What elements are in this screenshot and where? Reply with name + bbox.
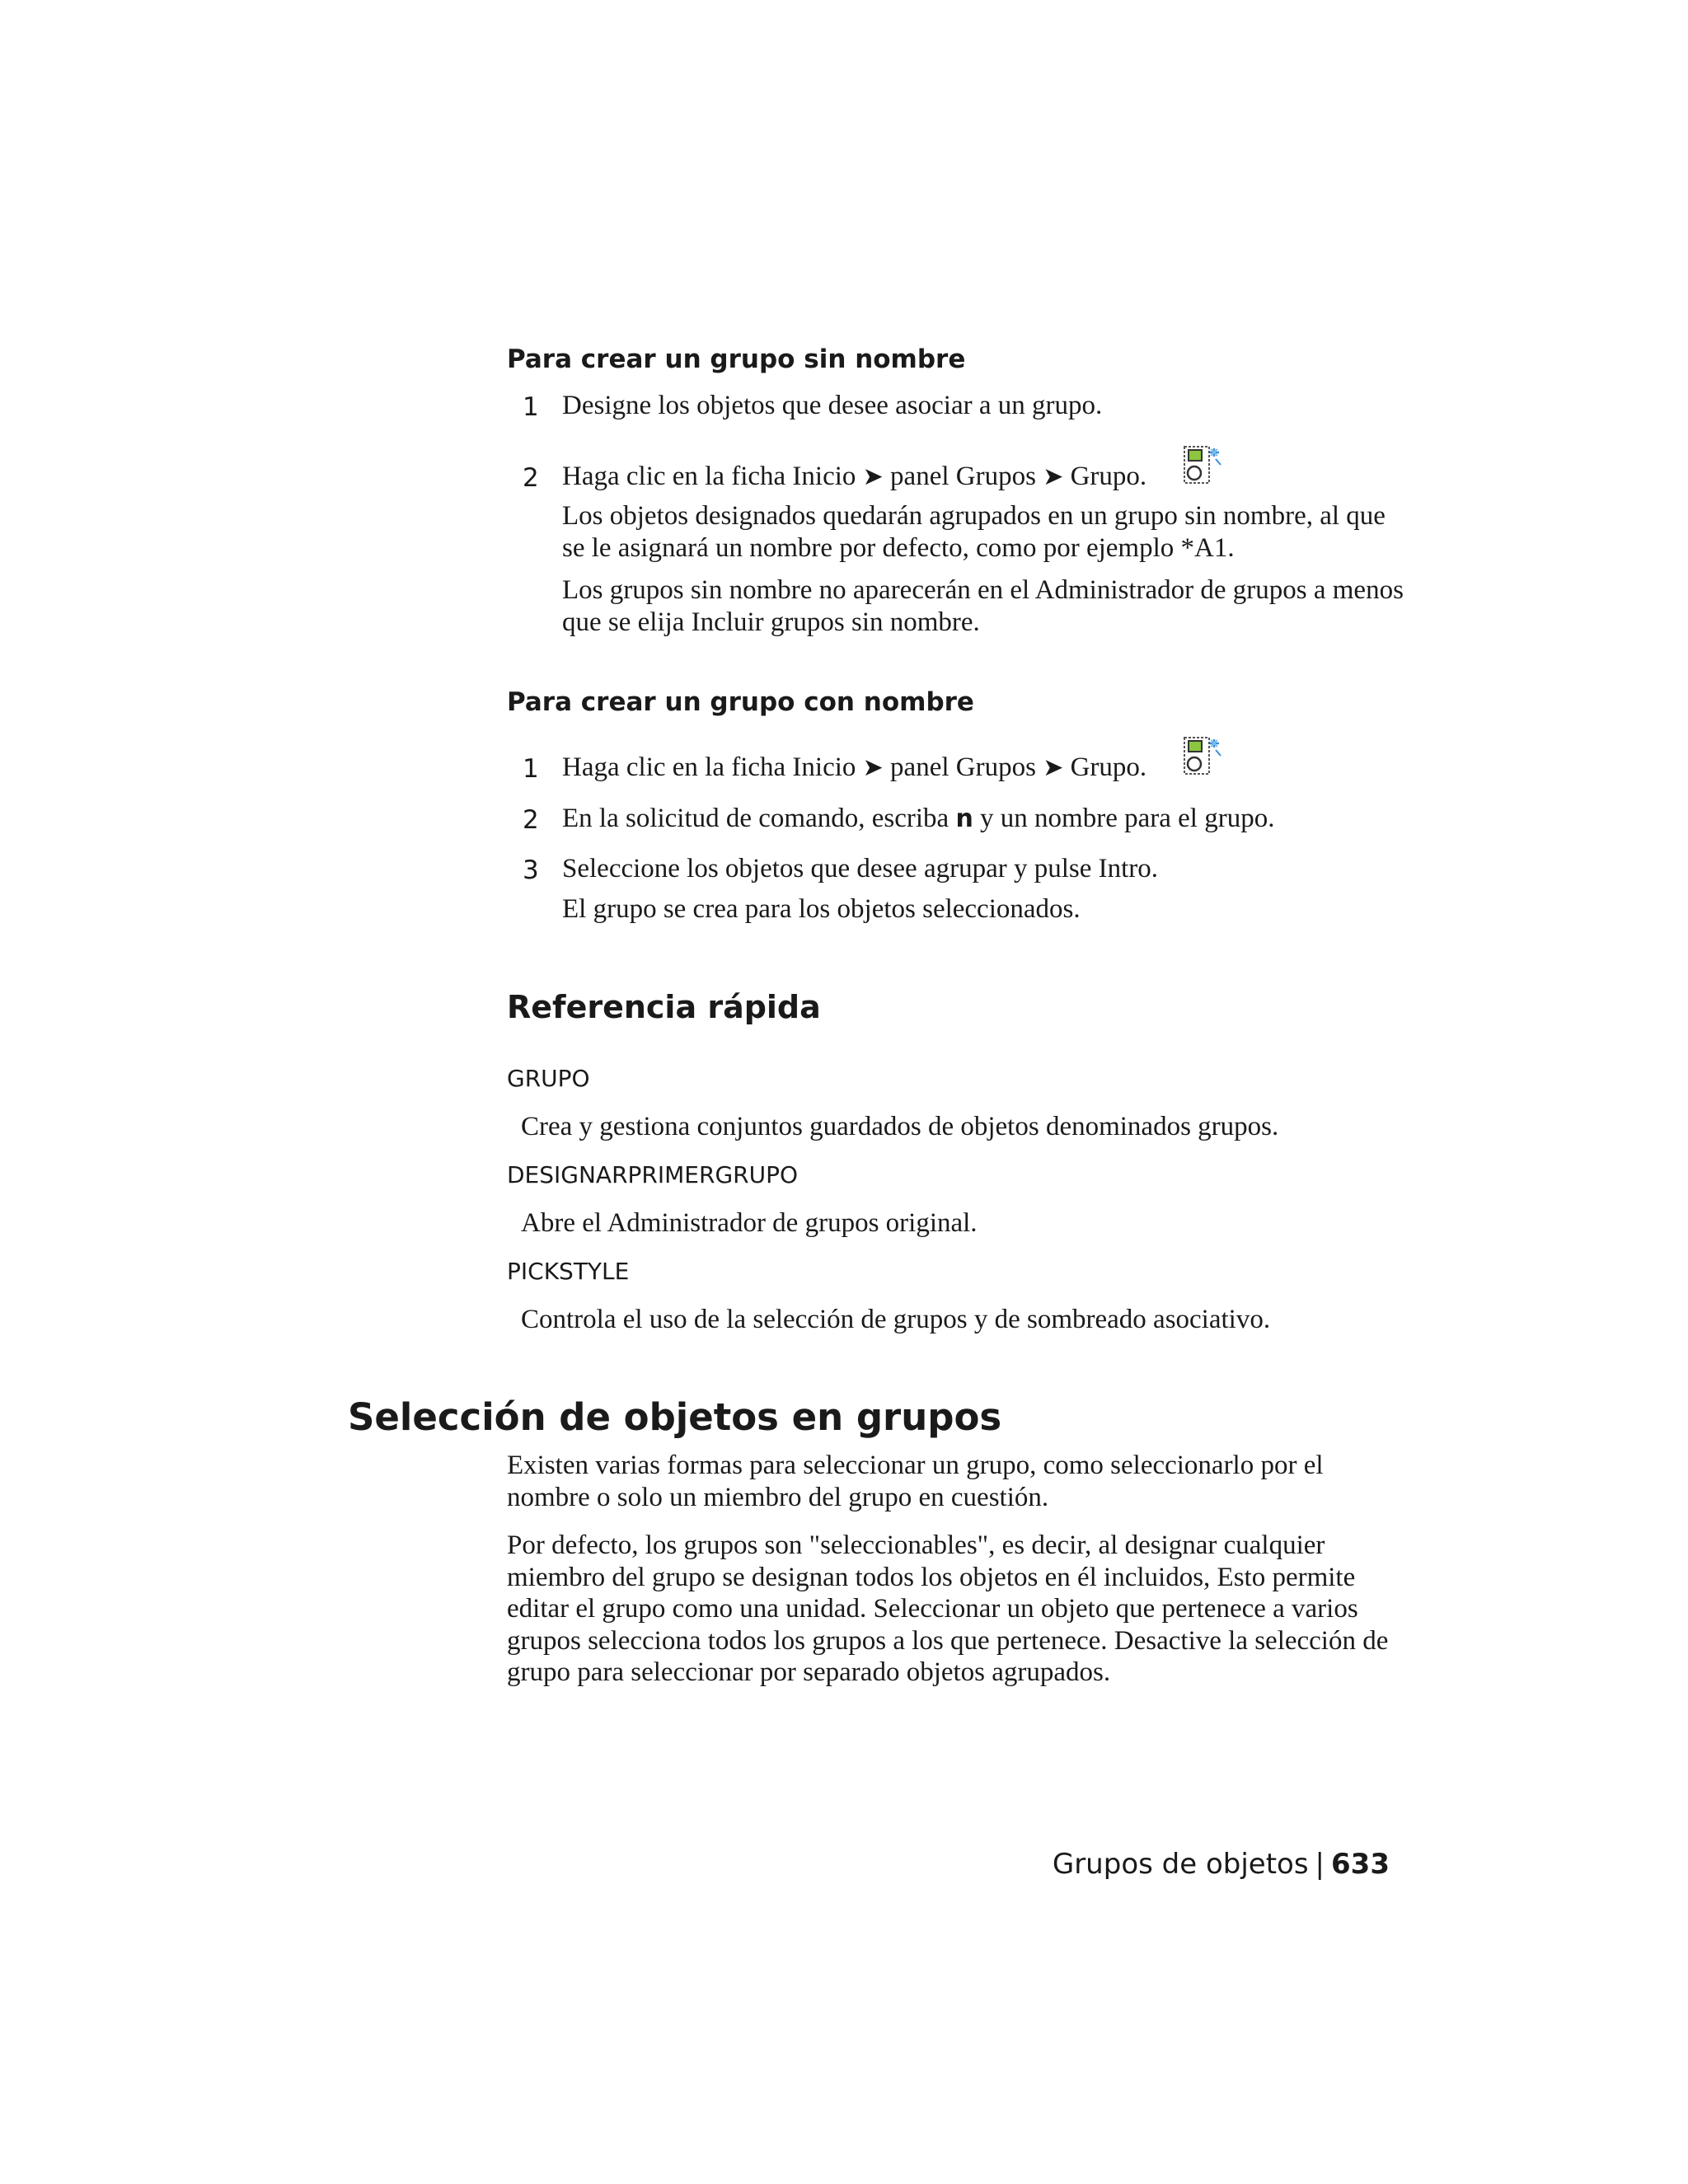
command-name[interactable]: PICKSTYLE xyxy=(507,1258,630,1285)
section-paragraph: Por defecto, los grupos son "seleccionables", es decir, al designar cualquier miembro del grupo se designan todos los objetos en él incluidos, Esto permite editar el grupo como una unidad. Seleccionar un objeto que pertenece a varios grupos selecciona todos los grupos a los que pertenece. Desactive la selección de grupo para seleccionar por separado objetos agrupados. xyxy=(507,1530,1389,1687)
procedure-title-unnamed: Para crear un grupo sin nombre xyxy=(507,344,966,374)
command-description: Controla el uso de la selección de grupos y de sombreado asociativo. xyxy=(521,1305,1271,1334)
step-text: Haga clic en la ficha Inicio ➤ panel Grupos ➤ Grupo. xyxy=(562,752,1147,782)
group-tool-icon xyxy=(1183,445,1224,486)
step-note: Los grupos sin nombre no aparecerán en el Administrador de grupos a menos que se elija Incluir grupos sin nombre. xyxy=(562,575,1404,637)
group-tool-icon xyxy=(1183,736,1224,777)
step-number: 1 xyxy=(523,754,539,784)
step-text: Designe los objetos que desee asociar a un grupo. xyxy=(562,391,1103,420)
step-number: 2 xyxy=(523,805,539,835)
arrow-icon: ➤ xyxy=(862,754,884,781)
step-number: 3 xyxy=(523,855,539,885)
step-number: 2 xyxy=(523,463,539,493)
command-description: Abre el Administrador de grupos original. xyxy=(521,1208,978,1238)
section-heading: Selección de objetos en grupos xyxy=(348,1395,1002,1439)
quickref-heading: Referencia rápida xyxy=(507,989,821,1025)
arrow-icon: ➤ xyxy=(1043,463,1064,490)
arrow-icon: ➤ xyxy=(862,463,884,490)
footer-separator: | xyxy=(1315,1848,1325,1881)
step-number: 1 xyxy=(523,392,539,422)
step-text: Haga clic en la ficha Inicio ➤ panel Grupos ➤ Grupo. xyxy=(562,462,1147,491)
chapter-name: Grupos de objetos xyxy=(1052,1848,1309,1881)
step-text: Seleccione los objetos que desee agrupar y pulse Intro. xyxy=(562,854,1159,883)
step-note: El grupo se crea para los objetos seleccionados. xyxy=(562,894,1081,924)
page-number: 633 xyxy=(1331,1848,1390,1881)
command-option: n xyxy=(955,804,973,833)
section-paragraph: Existen varias formas para seleccionar un grupo, como seleccionarlo por el nombre o solo un miembro del grupo en cuestión. xyxy=(507,1451,1324,1512)
command-name[interactable]: GRUPO xyxy=(507,1065,590,1092)
command-name[interactable]: DESIGNARPRIMERGRUPO xyxy=(507,1161,799,1188)
arrow-icon: ➤ xyxy=(1043,754,1064,781)
procedure-title-named: Para crear un grupo con nombre xyxy=(507,687,974,717)
command-description: Crea y gestiona conjuntos guardados de objetos denominados grupos. xyxy=(521,1112,1279,1141)
step-text: En la solicitud de comando, escriba n y un nombre para el grupo. xyxy=(562,804,1275,833)
step-note: Los objetos designados quedarán agrupados en un grupo sin nombre, al que se le asignará un nombre por defecto, como por ejemplo *A1. xyxy=(562,501,1386,563)
page-footer xyxy=(1053,1848,1390,1881)
